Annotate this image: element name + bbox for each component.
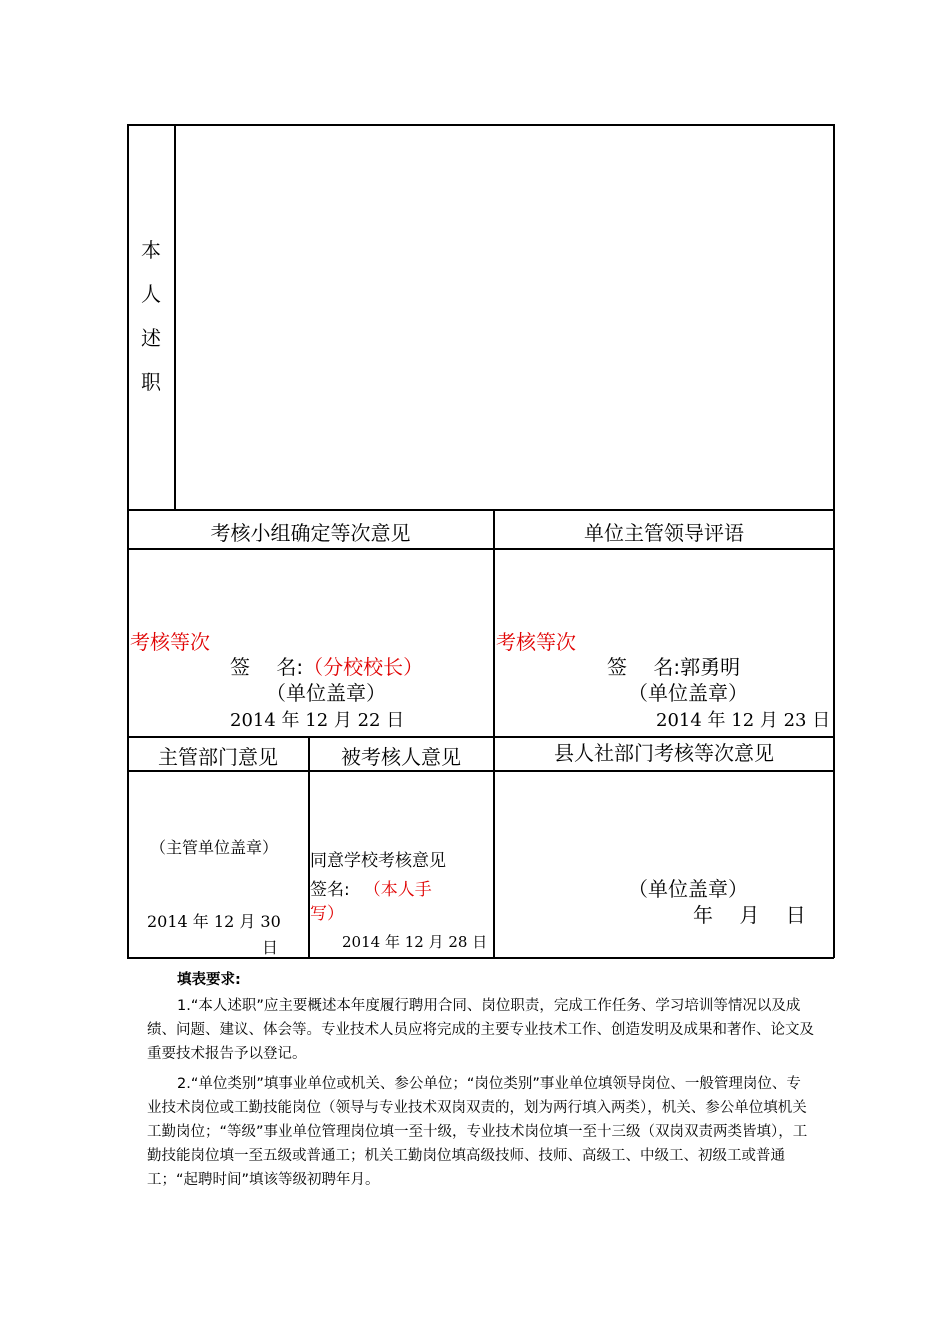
assessee-opinion-sign-cont: 写）	[310, 904, 344, 924]
self-report-content-area[interactable]	[176, 126, 832, 508]
assessee-opinion-sign	[310, 875, 432, 900]
leader-comment-date: 2014 年 12 月 23 日	[656, 710, 831, 731]
dept-opinion-seal: （主管单位盖章）	[150, 838, 279, 857]
leader-comment-grade: 考核等次	[496, 630, 576, 654]
sign-label: 签 名:	[230, 655, 304, 679]
assessee-opinion-text: 同意学校考核意见	[310, 851, 446, 871]
sign-label: 签名:	[310, 880, 350, 900]
self-report-label-char: 本	[141, 238, 161, 262]
table-border-bottom	[127, 957, 834, 959]
county-opinion-date: 年 月 日	[693, 903, 806, 927]
dept-opinion-date: 2014 年 12 月 30	[147, 912, 281, 931]
leader-comment-header: 单位主管领导评语	[584, 521, 744, 545]
sign-value: 郭勇明	[680, 655, 741, 679]
group-opinion-grade: 考核等次	[130, 630, 210, 654]
assessee-opinion-date: 2014 年 12 月 28 日	[342, 933, 488, 951]
sign-value: （分校校长）	[303, 655, 424, 679]
self-report-label-char: 人	[141, 282, 161, 306]
group-opinion-sign	[230, 651, 423, 680]
county-opinion-header: 县人社部门考核等次意见	[554, 741, 774, 765]
assessee-opinion-header: 被考核人意见	[341, 745, 461, 769]
group-opinion-header: 考核小组确定等次意见	[210, 521, 411, 545]
self-report-label-char: 职	[141, 370, 161, 394]
leader-comment-sign	[607, 651, 740, 680]
row-divider-1	[127, 509, 834, 511]
dept-opinion-date-day: 日	[262, 938, 279, 957]
instruction-item-1: 1.“本人述职”应主要概述本年度履行聘用合同、岗位职责，完成工作任务、学习培训等情况以及成绩、问题、建议、体会等。专业技术人员应将完成的主要专业技术工作、创造发明及成果和著作、论文及重要技术报告予以登记。	[147, 998, 814, 1062]
self-report-label	[128, 228, 174, 404]
county-opinion-seal: （单位盖章）	[628, 877, 748, 901]
sign-value: （本人手	[363, 880, 432, 900]
self-report-label-char: 述	[141, 326, 161, 350]
dept-opinion-header: 主管部门意见	[158, 745, 278, 769]
group-opinion-seal: （单位盖章）	[266, 681, 386, 705]
group-opinion-date: 2014 年 12 月 22 日	[230, 710, 405, 731]
row-divider-2	[127, 548, 834, 550]
row-divider-4	[127, 770, 834, 772]
leader-comment-seal: （单位盖章）	[628, 681, 748, 705]
instruction-item-2: 2.“单位类别”填事业单位或机关、参公单位；“岗位类别”事业单位填领导岗位、一般管理岗位、专业技术岗位或工勤技能岗位（领导与专业技术双岗双责的，划为两行填入两类），机关、参公单位填机关工勤岗位；“等级”事业单位管理岗位填一至十级，专业技术岗位填一至十三级（双岗双责两类皆填），工勤技能岗位填一至五级或普通工；机关工勤岗位填高级技师、技师、高级工、中级工、初级工或普通工；“起聘时间”填该等级初聘年月。	[147, 1076, 808, 1188]
instructions-title: 填表要求:	[177, 972, 241, 988]
sign-label: 签 名:	[607, 655, 681, 679]
filling-instructions	[147, 968, 815, 1192]
column-divider-middle	[493, 509, 495, 958]
